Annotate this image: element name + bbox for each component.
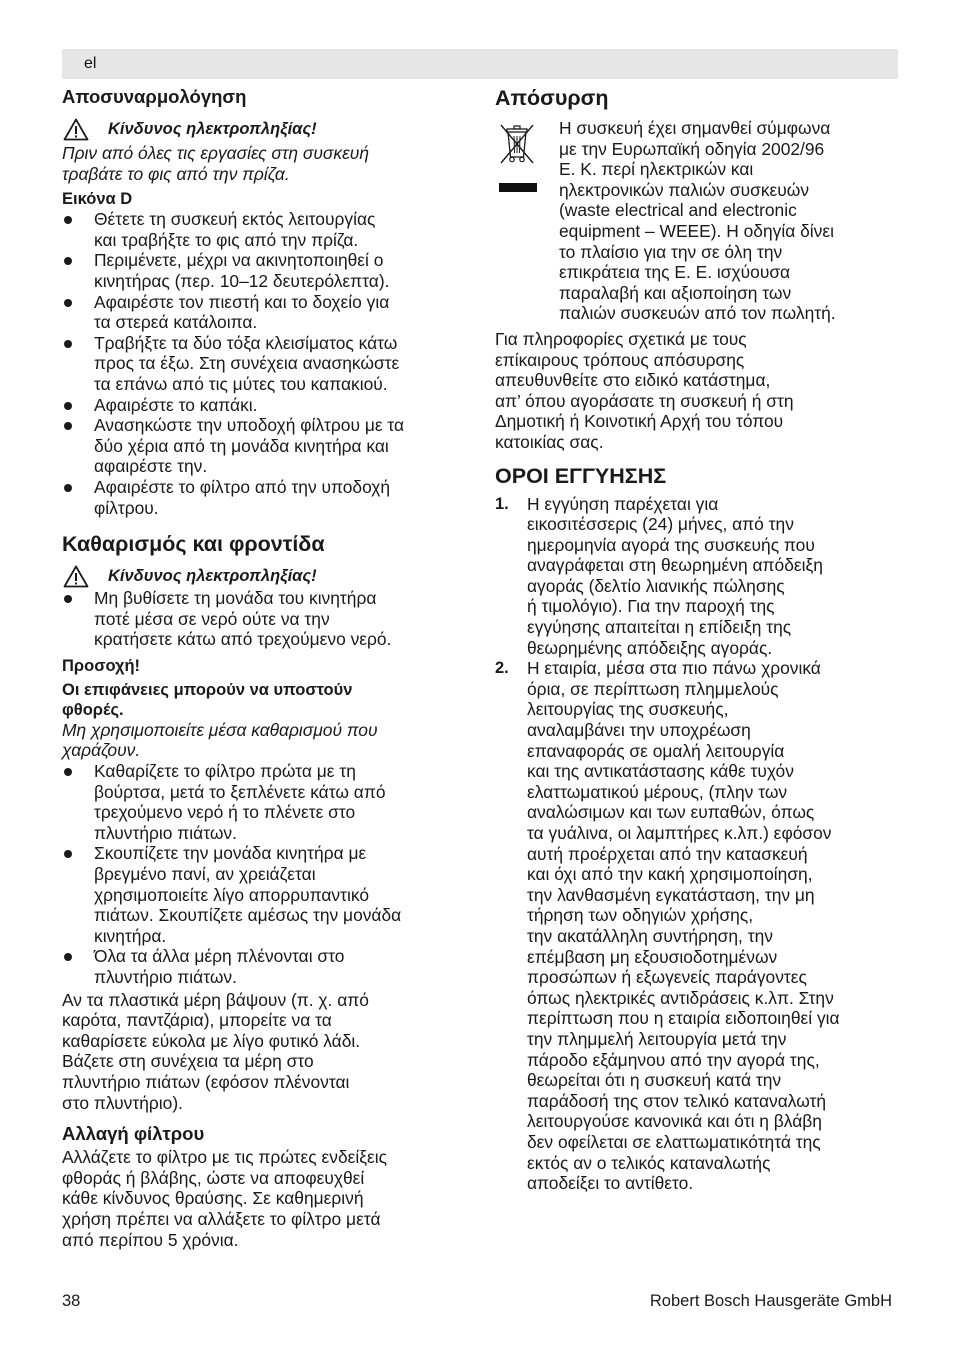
- warning-electric-shock-2: [62, 565, 467, 588]
- list-item: Περιμένετε, μέχρι να ακινητοποιηθεί ο κινητήρας (περ. 10–12 δευτερόλεπτα).: [62, 250, 467, 291]
- caution-subtitle: Οι επιφάνειες μπορούν να υποστούν φθορές.: [62, 680, 353, 719]
- caution-label: Προσοχή!: [62, 656, 141, 675]
- list-item: Θέτετε τη συσκευή εκτός λειτουργίας και τραβήξτε το φις από την πρίζα.: [62, 209, 467, 250]
- list-item: Τραβήξτε τα δύο τόξα κλεισίματος κάτω προς τα έξω. Στη συνέχεια ανασηκώστε τα επάνω από τις μύτες του καπακιού.: [62, 333, 467, 395]
- section-title-cleaning: Καθαρισμός και φροντίδα: [62, 532, 325, 557]
- page-number: 38: [62, 1292, 81, 1310]
- cleaning-warning-list: [62, 588, 467, 650]
- list-item: Καθαρίζετε το φίλτρο πρώτα με τη βούρτσα, μετά το ξεπλένετε κάτω από τρεχούμενο νερό ή το πλένετε στο πλυντήριο πιάτων.: [62, 761, 467, 843]
- section-title-disassembly: Αποσυναρμολόγηση: [62, 86, 247, 107]
- cleaning-steps: [62, 761, 467, 988]
- left-column: [62, 86, 467, 1250]
- right-column: [495, 86, 900, 1194]
- cleaning-paragraph: Αν τα πλαστικά μέρη βάψουν (π. χ. από καρότα, παντζάρια), μπορείτε να τα καθαρίσετε εύκολα με λίγο φυτικό λάδι. Βάζετε στη συνέχεια τα μέρη στο πλυντήριο πιάτων (εφόσον πλένονται στο πλυντήριο).: [62, 989, 369, 1113]
- disposal-paragraph: Για πληροφορίες σχετικά με τους επίκαιρους τρόπους απόσυρσης απευθυνθείτε στο ειδικό κατάστημα, απ’ όπου αγοράσατε τη συσκευή ή στη Δημοτική ή Κοινοτική Αρχή του τόπου κατοικίας σας.: [495, 328, 794, 452]
- warning-label: Κίνδυνος ηλεκτροπληξίας!: [108, 567, 317, 586]
- filter-paragraph: Αλλάζετε το φίλτρο με τις πρώτες ενδείξεις φθοράς ή βλάβης, ώστε να αποφευχθεί κάθε κίνδυνος θραύσης. Σε καθημερινή χρήση πρέπει να αλλάξετε το φίλτρο μετά από περίπου 5 χρόνια.: [62, 1147, 388, 1250]
- weee-notice: [495, 118, 900, 324]
- list-item: Μη βυθίσετε τη μονάδα του κινητήρα ποτέ μέσα σε νερό ούτε να την κρατήσετε κάτω από τρεχούμενο νερό.: [62, 588, 467, 650]
- list-item: Αφαιρέστε το καπάκι.: [62, 395, 467, 416]
- caution-text: Μη χρησιμοποιείτε μέσα καθαρισμού που χαράζουν.: [62, 719, 378, 761]
- warning-text: Πριν από όλες τις εργασίες στη συσκευή τραβάτε το φις από την πρίζα.: [62, 143, 369, 184]
- list-item: Σκουπίζετε την μονάδα κινητήρα με βρεγμένο πανί, αν χρειάζεται χρησιμοποιείτε λίγο απορρυπαντικό πιάτων. Σκουπίζετε αμέσως την μονάδα κινητήρα.: [62, 843, 467, 946]
- list-item: 2. Η εταιρία, μέσα στα πιο πάνω χρονικά όρια, σε περίπτωση πλημμελούς λειτουργίας της συσκευής, αναλαμβάνει την υποχρέωση επαναφοράς σε ομαλή λειτουργία και της αντικατάστασης κάθε τυχόν ελαττωματικού μέρους, (πλην των αναλώσιμων και των ευπαθών, όπως τα γυάλινα, οι λαμπτήρες κ.λπ.) εφόσον αυτή προέρχεται από την κατασκευή και όχι από την κακή χρησιμοποίηση, την λανθασμένη εγκατάσταση, την μη τήρηση των οδηγιών χρήσης, την ακατάλληλη συντήρηση, την επέμβαση μη εξουσιοδοτημένων προσώπων ή εξωγενείς παράγοντες όπως ηλεκτρικές αντιδράσεις κ.λπ. Στην περίπτωση που η εταιρία ειδοποιηθεί για την πλημμελή λειτουργία μετά την πάροδο εξάμηνου από την αγορά της, θεωρείται ότι η συσκευή κατά την παράδοσή της στον τελικό καταναλωτή λειτουργούσε κανονικά και ότι η βλάβη δεν οφείλεται σε ελαττωματικότητά της εκτός αν ο τελικός καταναλωτής αποδείξει το αντίθετο.: [495, 658, 840, 1194]
- list-item: 1. Η εγγύηση παρέχεται για εικοσιτέσσερις (24) μήνες, από την ημερομηνία αγορά της συσκευής που αναγράφεται στη θεωρημένη απόδειξη αγοράς (δελτίο λιανικής πώλησης ή τιμολόγιο). Για την παροχή της εγγύησης απαιτείται η επίδειξη της θεωρημένης απόδειξης αγοράς.: [495, 493, 823, 658]
- warranty-terms: [495, 494, 900, 1194]
- list-item: Αφαιρέστε το φίλτρο από την υποδοχή φίλτρου.: [62, 477, 467, 518]
- section-title-filter: Αλλαγή φίλτρου: [62, 1123, 205, 1145]
- section-title-warranty: ΟΡΟΙ ΕΓΓΥΗΣΗΣ: [495, 463, 667, 488]
- warning-electric-shock: [62, 118, 467, 141]
- weee-text: Η συσκευή έχει σημανθεί σύμφωνα με την Ευρωπαϊκή οδηγία 2002/96 Ε. Κ. περί ηλεκτρικών και ηλεκτρονικών παλιών συσκευών (waste electrical and electronic equipment – WEEE). Η οδηγία δίνει το πλαίσιο για την σε όλη την επικράτεια της Ε. Ε. ισχύουσα παραλαβή και αξιοποίηση των παλιών συσκευών από τον πωλητή.: [559, 118, 836, 324]
- language-bar: [62, 49, 898, 79]
- section-title-disposal: Απόσυρση: [495, 86, 609, 110]
- language-code: el: [84, 55, 97, 72]
- list-item: Όλα τα άλλα μέρη πλένονται στο πλυντήριο πιάτων.: [62, 946, 467, 987]
- figure-label: Εικόνα D: [62, 190, 133, 209]
- warning-triangle-icon: [63, 118, 89, 141]
- crossed-out-wheelie-bin-icon: [495, 118, 541, 324]
- warning-label: Κίνδυνος ηλεκτροπληξίας!: [108, 120, 317, 139]
- disassembly-steps: [62, 209, 467, 518]
- item-number: 1.: [495, 494, 509, 513]
- item-number: 2.: [495, 659, 509, 678]
- warning-triangle-icon: [63, 565, 89, 588]
- list-item: Αφαιρέστε τον πιεστή και το δοχείο για τα στερεά κατάλοιπα.: [62, 292, 467, 333]
- company-name: Robert Bosch Hausgeräte GmbH: [649, 1292, 892, 1310]
- list-item: Ανασηκώστε την υποδοχή φίλτρου με τα δύο χέρια από τη μονάδα κινητήρα και αφαιρέστε την.: [62, 415, 467, 477]
